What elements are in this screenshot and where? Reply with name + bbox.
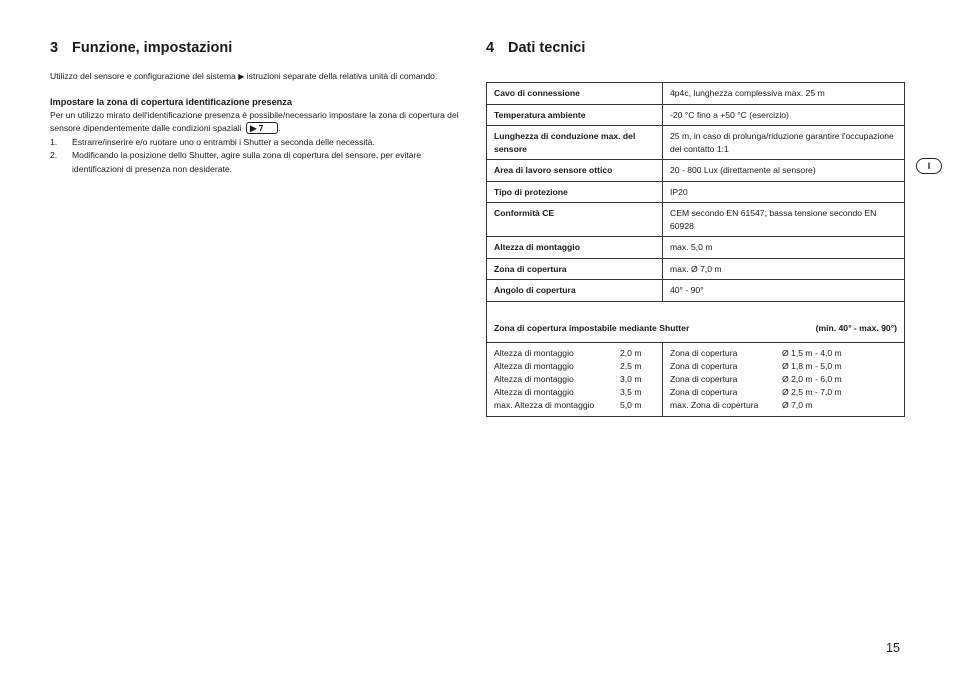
spec-value: 40° - 90° [663, 280, 905, 302]
section-title: Funzione, impostazioni [72, 40, 233, 56]
table-row [487, 83, 905, 105]
shutter-header-cell [487, 301, 905, 343]
zone-value: Ø 7,0 m [782, 400, 813, 410]
step-text: Modificando la posizione dello Shutter, agire sulla zona di copertura del sensore, per evitare identificazioni di presenza non desiderate. [72, 150, 422, 174]
spec-value: 25 m, in caso di prolunga/riduzione garantire l'occupazione del contatto 1:1 [663, 126, 905, 160]
table-row [487, 258, 905, 280]
height-line [494, 373, 655, 386]
height-label: Altezza di montaggio [494, 374, 574, 384]
height-label: Altezza di montaggio [494, 348, 574, 358]
section-funzione [50, 40, 470, 176]
page-number: 15 [886, 641, 900, 655]
section-number: 4 [486, 40, 495, 56]
step-text: Estrarre/inserire e/o ruotare uno o entrambi i Shutter a seconda delle necessità. [72, 136, 375, 147]
shutter-heading [494, 306, 897, 339]
figure-reference: ▶ 7 [246, 122, 278, 134]
spec-label: Area di lavoro sensore ottico [487, 160, 663, 182]
height-label: max. Altezza di montaggio [494, 400, 595, 410]
intro-text-end: istruzioni separate della relativa unità di comando. [244, 71, 438, 81]
subheading: Impostare la zona di copertura identificazione presenza [50, 96, 292, 107]
spec-label: Zona di copertura [487, 258, 663, 280]
zone-value: Ø 1,5 m - 4,0 m [782, 348, 842, 358]
zone-value: Ø 1,8 m - 5,0 m [782, 361, 842, 371]
height-line [494, 399, 655, 412]
intro-text: Utilizzo del sensore e configurazione del sistema [50, 71, 239, 81]
steps-list [50, 136, 470, 177]
height-line [494, 386, 655, 399]
table-row [487, 104, 905, 126]
list-item [50, 136, 470, 150]
spec-label: Tipo di protezione [487, 181, 663, 203]
intro-paragraph [50, 70, 470, 84]
spec-value: CEM secondo EN 61547; bassa tensione secondo EN 60928 [663, 203, 905, 237]
spec-value: -20 °C fino a +50 °C (esercizio) [663, 104, 905, 126]
spec-label: Temperatura ambiente [487, 104, 663, 126]
zone-value: Ø 2,0 m - 6,0 m [782, 374, 842, 384]
height-value: 3,0 m [620, 374, 642, 384]
height-cell [487, 343, 663, 417]
shutter-header-row [487, 301, 905, 343]
zone-label: max. Zona di copertura [670, 400, 759, 410]
zone-value: Ø 2,5 m - 7,0 m [782, 387, 842, 397]
table-row [487, 237, 905, 259]
table-row [487, 160, 905, 182]
height-value: 2,0 m [620, 348, 642, 358]
height-line [494, 360, 655, 373]
height-line [494, 347, 655, 360]
height-value: 2,5 m [620, 361, 642, 371]
shutter-title: Zona di copertura impostabile mediante Shutter [494, 322, 690, 333]
height-label: Altezza di montaggio [494, 387, 574, 397]
spec-label: Lunghezza di conduzione max. del sensore [487, 126, 663, 160]
section-heading [50, 40, 470, 60]
section-dati-tecnici [486, 40, 906, 417]
body-text: Per un utilizzo mirato dell'identificazione presenza è possibile/necessario impostare la zona di copertura del sensore dipendentemente dalle condizioni spaziali [50, 109, 459, 133]
section-heading [486, 40, 906, 60]
height-value: 5,0 m [620, 400, 642, 410]
zone-line [670, 386, 897, 399]
arrow-right-icon: ▶ [238, 72, 245, 81]
zone-cell [663, 343, 905, 417]
section-number: 3 [50, 40, 59, 56]
spec-value: max. 5,0 m [663, 237, 905, 259]
table-row [487, 126, 905, 160]
shutter-range: (min. 40° - max. 90°) [815, 322, 897, 333]
spec-value: IP20 [663, 181, 905, 203]
table-row [487, 203, 905, 237]
spec-label: Angolo di copertura [487, 280, 663, 302]
language-tab: I [916, 158, 942, 174]
section-title: Dati tecnici [508, 40, 586, 56]
spec-value: 4p4c, lunghezza complessiva max. 25 m [663, 83, 905, 105]
zone-label: Zona di copertura [670, 374, 738, 384]
table-row [487, 181, 905, 203]
spec-value: 20 - 800 Lux (direttamente al sensore) [663, 160, 905, 182]
height-label: Altezza di montaggio [494, 361, 574, 371]
step-number: 1. [50, 136, 58, 147]
spec-table [486, 82, 905, 417]
body-paragraph [50, 109, 470, 136]
zone-label: Zona di copertura [670, 361, 738, 371]
spec-label: Conformità CE [487, 203, 663, 237]
table-row [487, 280, 905, 302]
shutter-data-row [487, 343, 905, 417]
height-value: 3,5 m [620, 387, 642, 397]
zone-line [670, 399, 897, 412]
zone-line [670, 373, 897, 386]
list-item [50, 149, 470, 176]
zone-line [670, 347, 897, 360]
body-end: . [278, 123, 281, 133]
spec-label: Cavo di connessione [487, 83, 663, 105]
zone-line [670, 360, 897, 373]
zone-label: Zona di copertura [670, 348, 738, 358]
spec-label: Altezza di montaggio [487, 237, 663, 259]
step-number: 2. [50, 150, 58, 160]
zone-label: Zona di copertura [670, 387, 738, 397]
spec-value: max. Ø 7,0 m [663, 258, 905, 280]
